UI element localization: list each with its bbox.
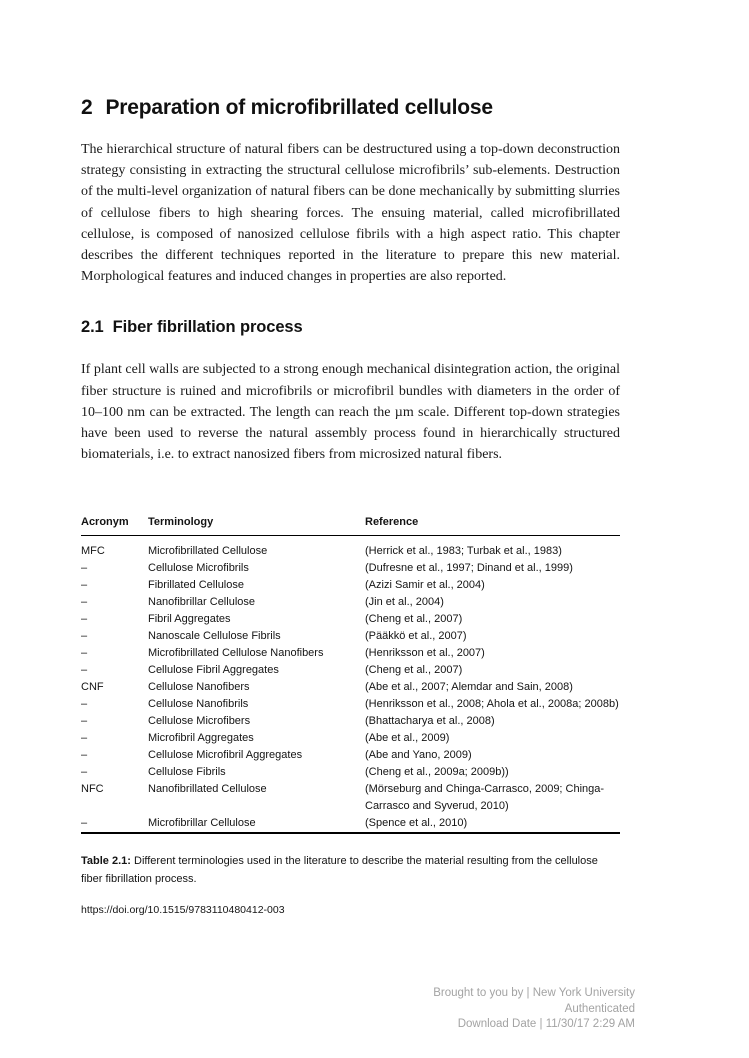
section-title: Fiber fibrillation process: [112, 318, 303, 337]
acronym-cell: –: [81, 698, 88, 711]
reference-cell: (Dufresne et al., 1997; Dinand et al., 1999): [365, 562, 573, 575]
reference-cell: (Cheng et al., 2009a; 2009b)): [365, 766, 509, 779]
acronym-cell: –: [81, 562, 88, 575]
table-row: [81, 536, 620, 561]
chapter-intro-paragraph: The hierarchical structure of natural fibers can be destructured using a top-down deconstruction strategy consisting in extracting the structural cellulose microfibrils’ sub-elements. Destruction of the multi-level organization of natural fibers can be done mechanically by submitting slurries of cellulose fibers to high shearing forces. The ensuing material, called microfibrillated cellulose, is composed of nanosized cellulose fibrils with a high aspect ratio. This chapter describes the different techniques reported in the literature to prepare this new material. Morphological features and induced changes in properties are also reported.: [81, 142, 620, 285]
chapter-title: Preparation of microfibrillated cellulose: [105, 96, 493, 119]
reference-cell: (Herrick et al., 1983; Turbak et al., 1983): [365, 545, 562, 558]
acronym-cell: CNF: [81, 681, 104, 694]
authenticated-line: Authenticated: [564, 1002, 635, 1015]
page-content: [81, 95, 620, 918]
acronym-cell: –: [81, 596, 88, 609]
reference-cell: (Abe and Yano, 2009): [365, 749, 472, 762]
acronym-cell: –: [81, 732, 88, 745]
terminology-table: [81, 515, 620, 834]
download-date-line: Download Date | 11/30/17 2:29 AM: [457, 1018, 635, 1030]
column-header-terminology: Terminology: [148, 515, 365, 536]
table-row: [81, 628, 620, 645]
reference-cell: (Abe et al., 2009): [365, 732, 450, 745]
acronym-cell: –: [81, 630, 88, 643]
table-row: [81, 696, 620, 713]
terminology-table-header: [81, 515, 620, 536]
terminology-cell: Fibrillated Cellulose: [148, 579, 244, 592]
table-row: [81, 713, 620, 730]
table-caption: [81, 852, 620, 888]
chapter-number: 2: [81, 96, 93, 119]
terminology-cell: Microfibril Aggregates: [148, 732, 254, 745]
terminology-cell: Cellulose Fibril Aggregates: [148, 664, 279, 677]
reference-cell: (Spence et al., 2010): [365, 817, 468, 830]
acronym-cell: –: [81, 613, 88, 626]
terminology-cell: Cellulose Microfibrils: [148, 562, 249, 575]
terminology-cell: Cellulose Nanofibrils: [148, 698, 249, 711]
table-row: [81, 764, 620, 781]
doi-link[interactable]: https://doi.org/10.1515/9783110480412-003: [81, 904, 285, 917]
terminology-cell: Fibril Aggregates: [148, 613, 231, 626]
acronym-cell: –: [81, 647, 88, 660]
reference-cell: (Henriksson et al., 2008; Ahola et al., 2008a; 2008b): [365, 698, 619, 711]
provider-line: Brought to you by | New York University: [433, 987, 635, 999]
table-row: [81, 594, 620, 611]
acronym-cell: –: [81, 749, 88, 762]
reference-cell: (Bhattacharya et al., 2008): [365, 715, 495, 728]
reference-cell: (Jin et al., 2004): [365, 596, 444, 609]
table-row: [81, 662, 620, 679]
acronym-cell: –: [81, 817, 88, 830]
table-row: [81, 747, 620, 764]
acronym-cell: MFC: [81, 545, 105, 558]
acronym-cell: –: [81, 715, 88, 728]
table-row: [81, 781, 620, 815]
table-row: [81, 730, 620, 747]
section-paragraph: If plant cell walls are subjected to a strong enough mechanical disintegration action, the original fiber structure is ruined and microfibrils or microfibril bundles with diameters in the order of 10–100 nm can be extracted. The length can reach the µm scale. Different top-down strategies have been used to reverse the natural assembly process found in hierarchically structured biomaterials, i.e. to extract nanosized fibers from microsized natural fibers.: [81, 362, 620, 463]
table-row: [81, 560, 620, 577]
column-header-reference: Reference: [365, 515, 620, 536]
reference-cell: (Mörseburg and Chinga-Carrasco, 2009; Chinga-Carrasco and Syverud, 2010): [365, 783, 605, 813]
table-caption-label: Table 2.1:: [81, 855, 131, 868]
reference-cell: (Abe et al., 2007; Alemdar and Sain, 2008): [365, 681, 573, 694]
table-caption-text: Different terminologies used in the literature to describe the material resulting from the cellulose fiber fibrillation process.: [81, 855, 598, 886]
table-row: [81, 645, 620, 662]
terminology-cell: Microfibrillar Cellulose: [148, 817, 256, 830]
terminology-cell: Cellulose Microfibers: [148, 715, 251, 728]
terminology-cell: Microfibrillated Cellulose: [148, 545, 268, 558]
reference-cell: (Pääkkö et al., 2007): [365, 630, 467, 643]
reference-cell: (Azizi Samir et al., 2004): [365, 579, 485, 592]
terminology-cell: Nanoscale Cellulose Fibrils: [148, 630, 281, 643]
terminology-cell: Microfibrillated Cellulose Nanofibers: [148, 647, 324, 660]
table-row: [81, 815, 620, 833]
table-header-row: [81, 515, 620, 536]
acronym-cell: –: [81, 664, 88, 677]
reference-cell: (Cheng et al., 2007): [365, 664, 463, 677]
table-row: [81, 679, 620, 696]
reference-cell: (Henriksson et al., 2007): [365, 647, 485, 660]
terminology-cell: Nanofibrillated Cellulose: [148, 783, 267, 796]
provider-stamp: [433, 986, 635, 1033]
table-row: [81, 577, 620, 594]
chapter-heading: [81, 95, 620, 121]
table-row: [81, 611, 620, 628]
column-header-acronym: Acronym: [81, 515, 148, 536]
section-number: 2.1: [81, 318, 104, 337]
acronym-cell: –: [81, 766, 88, 779]
reference-cell: (Cheng et al., 2007): [365, 613, 463, 626]
terminology-cell: Cellulose Fibrils: [148, 766, 226, 779]
terminology-cell: Cellulose Nanofibers: [148, 681, 250, 694]
acronym-cell: –: [81, 579, 88, 592]
acronym-cell: NFC: [81, 783, 104, 796]
terminology-cell: Cellulose Microfibril Aggregates: [148, 749, 303, 762]
terminology-cell: Nanofibrillar Cellulose: [148, 596, 255, 609]
terminology-table-body: [81, 536, 620, 834]
section-heading: [81, 317, 620, 337]
